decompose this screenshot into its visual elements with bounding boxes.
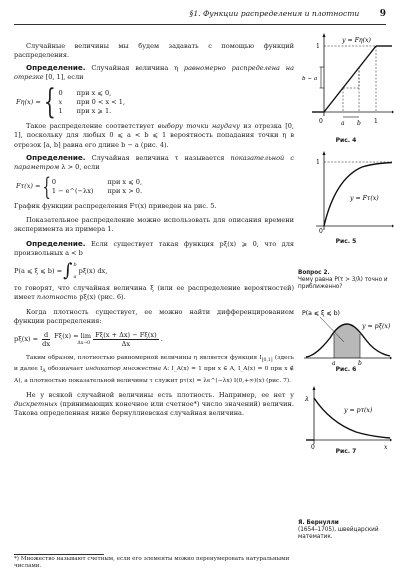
definition-text: Если существует такая функция pξ(x) ⩾ 0, что для произвольных a < b: [14, 240, 294, 258]
y-axis-arrow-icon: [323, 33, 326, 37]
y-axis-arrow-icon: [323, 151, 326, 155]
paragraph-term: индикатор множества: [85, 366, 161, 373]
section-title: §1. Функции распределения и плотности: [189, 9, 360, 18]
paragraph-fig5-ref: График функции распределения Fτ(x) приведен на рис. 5.: [14, 201, 217, 210]
fraction-d-dx: [40, 331, 52, 348]
definition-exponential: [14, 153, 294, 172]
brace: {: [43, 82, 56, 123]
paragraph-text: Такое распределение соответствует: [26, 122, 158, 131]
formula-lhs: pξ(x) =: [14, 334, 39, 343]
fraction-denominator: Δx: [121, 339, 131, 348]
definition-term: показательной с параметром: [14, 153, 295, 171]
formula-exponential-cdf: [16, 172, 294, 201]
y-tick-label: b − a: [302, 76, 318, 82]
paragraph-uniform-meaning: [14, 122, 294, 149]
formula-lhs: Fτ(x) =: [16, 182, 41, 191]
formula-lhs: Fη(x) =: [16, 97, 41, 106]
y-axis-arrow-icon: [313, 386, 316, 390]
case-value: 1: [58, 106, 63, 115]
definition-label: Определение.: [26, 152, 86, 162]
formula-end: .: [160, 334, 163, 343]
paragraph-text: A: I_A(x) = 1 при x ∈ A, I_A(x) = 0 при x ∉ A), а плотностью показательной величины τ служит pτ(x) = λe^(−λx) I(0,+∞)(x) (рис. 7).: [14, 366, 295, 384]
formula-uniform-cdf: [16, 82, 294, 123]
figure-4-caption: Рис. 4: [335, 137, 357, 144]
paragraph-term: дискретных: [14, 400, 58, 408]
definition-uniform: [14, 63, 294, 82]
subscript: A: [42, 369, 46, 375]
integral-sign: ∫: [63, 260, 73, 282]
figure-5-caption: Рис. 5: [335, 238, 357, 245]
x-tick-label: 1: [374, 118, 378, 125]
paragraph-text: pξ(x) (рис. 6).: [77, 293, 126, 302]
case-condition: при x ⩾ 1.: [76, 106, 112, 115]
footnote-rule: [14, 554, 104, 555]
y-tick-label: 1: [316, 43, 320, 50]
case-value: x: [58, 97, 63, 106]
paragraph-exponential-use: Показательное распределение можно использовать для описания времени эксперимента из примера 1.: [14, 215, 294, 234]
y-tick-label: λ: [305, 395, 310, 403]
definition-text: [0, 1], если: [43, 73, 84, 82]
question-text: Чему равна P(τ > 3/λ) точно и приближенно?: [298, 277, 388, 290]
subscript: [0,1]: [261, 357, 273, 363]
bio-name: Я. Бернулли: [298, 520, 339, 526]
brace: {: [41, 172, 51, 201]
x-tick-label: 0: [319, 228, 323, 234]
limit-subscript: Δx→0: [77, 341, 91, 347]
integral-lower: a: [73, 274, 77, 281]
case-value: 1 − e^(−λx): [51, 186, 94, 195]
footnote: *) Множество называют счетным, если его элементы можно перенумеровать натуральными числами.: [14, 556, 290, 569]
paragraph-discrete: [14, 391, 294, 418]
definition-text: Случайная величина η: [85, 64, 184, 73]
formula-mid: Fξ(x) = lim: [54, 332, 92, 341]
case-value: 0: [58, 88, 63, 97]
question-title: Вопрос 2.: [298, 270, 330, 276]
fraction-numerator: Fξ(x + Δx) − Fξ(x): [95, 330, 157, 339]
formula-density-derivative: [14, 331, 294, 348]
x-tick-label: 0: [311, 444, 315, 451]
figure-6-caption: Рис. 6: [335, 366, 357, 373]
header-rule: [14, 24, 386, 25]
formula-density-integral: [14, 262, 294, 280]
paragraph-text: обозначает: [45, 366, 86, 373]
case-value: 0: [51, 177, 56, 186]
definition-label: Определение.: [26, 63, 86, 73]
figure-7-caption: Рис. 7: [335, 448, 357, 455]
formula-rhs: pξ(x) dx,: [78, 266, 108, 275]
fraction-denominator: dx: [42, 339, 51, 348]
integral-limits: [73, 262, 76, 280]
figure-4-uniform-cdf: [302, 30, 394, 140]
density-curve: [314, 398, 390, 438]
x-tick-label: b: [357, 120, 361, 127]
probability-label: P(a ⩽ ξ ⩽ b): [302, 310, 340, 317]
cdf-ramp: [324, 46, 376, 112]
paragraph-intro: Случайные величины мы будем задавать с помощью функций распределения.: [14, 42, 294, 60]
margin-biography: [298, 520, 392, 541]
margin-question: [298, 270, 392, 291]
main-text: [14, 29, 294, 418]
case-condition: при 0 < x < 1,: [76, 97, 126, 106]
case-condition: при x ⩽ 0,: [107, 177, 143, 186]
paragraph-indicator: [14, 354, 294, 385]
x-axis-arrow-icon: [392, 111, 394, 114]
paragraph-text: то говорят, что случайная величина ξ (или ее распределение вероятностей) имеет: [14, 284, 294, 302]
paragraph-term: плотность: [36, 293, 78, 302]
curve-label: y = pτ(x): [344, 407, 373, 414]
definition-text: Случайная величина τ называется: [85, 153, 231, 162]
formula-cases: [58, 89, 125, 116]
definition-text: λ > 0, если: [59, 162, 100, 171]
figure-6-density: [300, 308, 394, 366]
paragraph-text: (принимающих конечное или счетное*) число значений) величин. Такова определенная ниже бернуллиевская случайная величина.: [14, 400, 294, 418]
bio-text: (1654–1705), швейцарский математик.: [298, 527, 379, 540]
paragraph-text: (здесь и далее I: [14, 354, 294, 373]
integral-upper: b: [73, 262, 77, 269]
figure-5-exponential-cdf: [302, 150, 394, 234]
x-axis-arrow-icon: [392, 225, 394, 228]
fraction-numerator: d: [44, 330, 49, 339]
formula-lhs: P(a ⩽ ξ ⩽ b) =: [14, 266, 63, 275]
paragraph-term: выбору точки наудачу: [157, 122, 240, 131]
x-tick-label: 0: [319, 118, 323, 125]
x-axis-arrow-icon: [390, 357, 392, 360]
paragraph-density-meaning: [14, 284, 294, 302]
case-condition: при x > 0.: [107, 186, 143, 195]
page-number: 9: [379, 9, 386, 19]
curve-label: y = Fη(x): [342, 37, 371, 44]
x-tick-label: a: [341, 120, 345, 127]
x-tick-label: b: [358, 360, 362, 366]
curve-label: y = pξ(x): [362, 323, 391, 330]
definition-label: Определение.: [26, 239, 86, 249]
running-head: [14, 9, 386, 23]
x-tick-label: a: [332, 360, 336, 366]
definition-density: [14, 239, 294, 258]
fraction-difference: [93, 331, 159, 348]
paragraph-text: из отрезка [0, 1], поскольку для любых 0 ⩽ a < b ⩽ 1 вероятность попадания точки η в отрезок [a, b] равна его длине b − a (рис. 4).: [14, 122, 295, 149]
paragraph-text: Не у всякой случайной величины есть плотность. Например, ее нет у: [26, 390, 294, 399]
paragraph-differentiation: Когда плотность существует, ее можно найти дифференцированием функции распределения:: [14, 307, 294, 325]
case-condition: при x ⩽ 0,: [76, 88, 112, 97]
definition-term: равномерно распределена на отрезке: [14, 64, 294, 82]
x-tick-label: x: [384, 444, 388, 451]
formula-cases: [52, 178, 142, 196]
limit-block: [54, 332, 91, 346]
y-tick-label: 1: [316, 159, 320, 166]
figure-7-exponential-density: [300, 384, 394, 452]
paragraph-text: Таким образом, плотностью равномерной величины η является функция I: [26, 354, 262, 361]
x-axis-arrow-icon: [390, 439, 392, 442]
curve-label: y = Fτ(x): [350, 195, 379, 202]
